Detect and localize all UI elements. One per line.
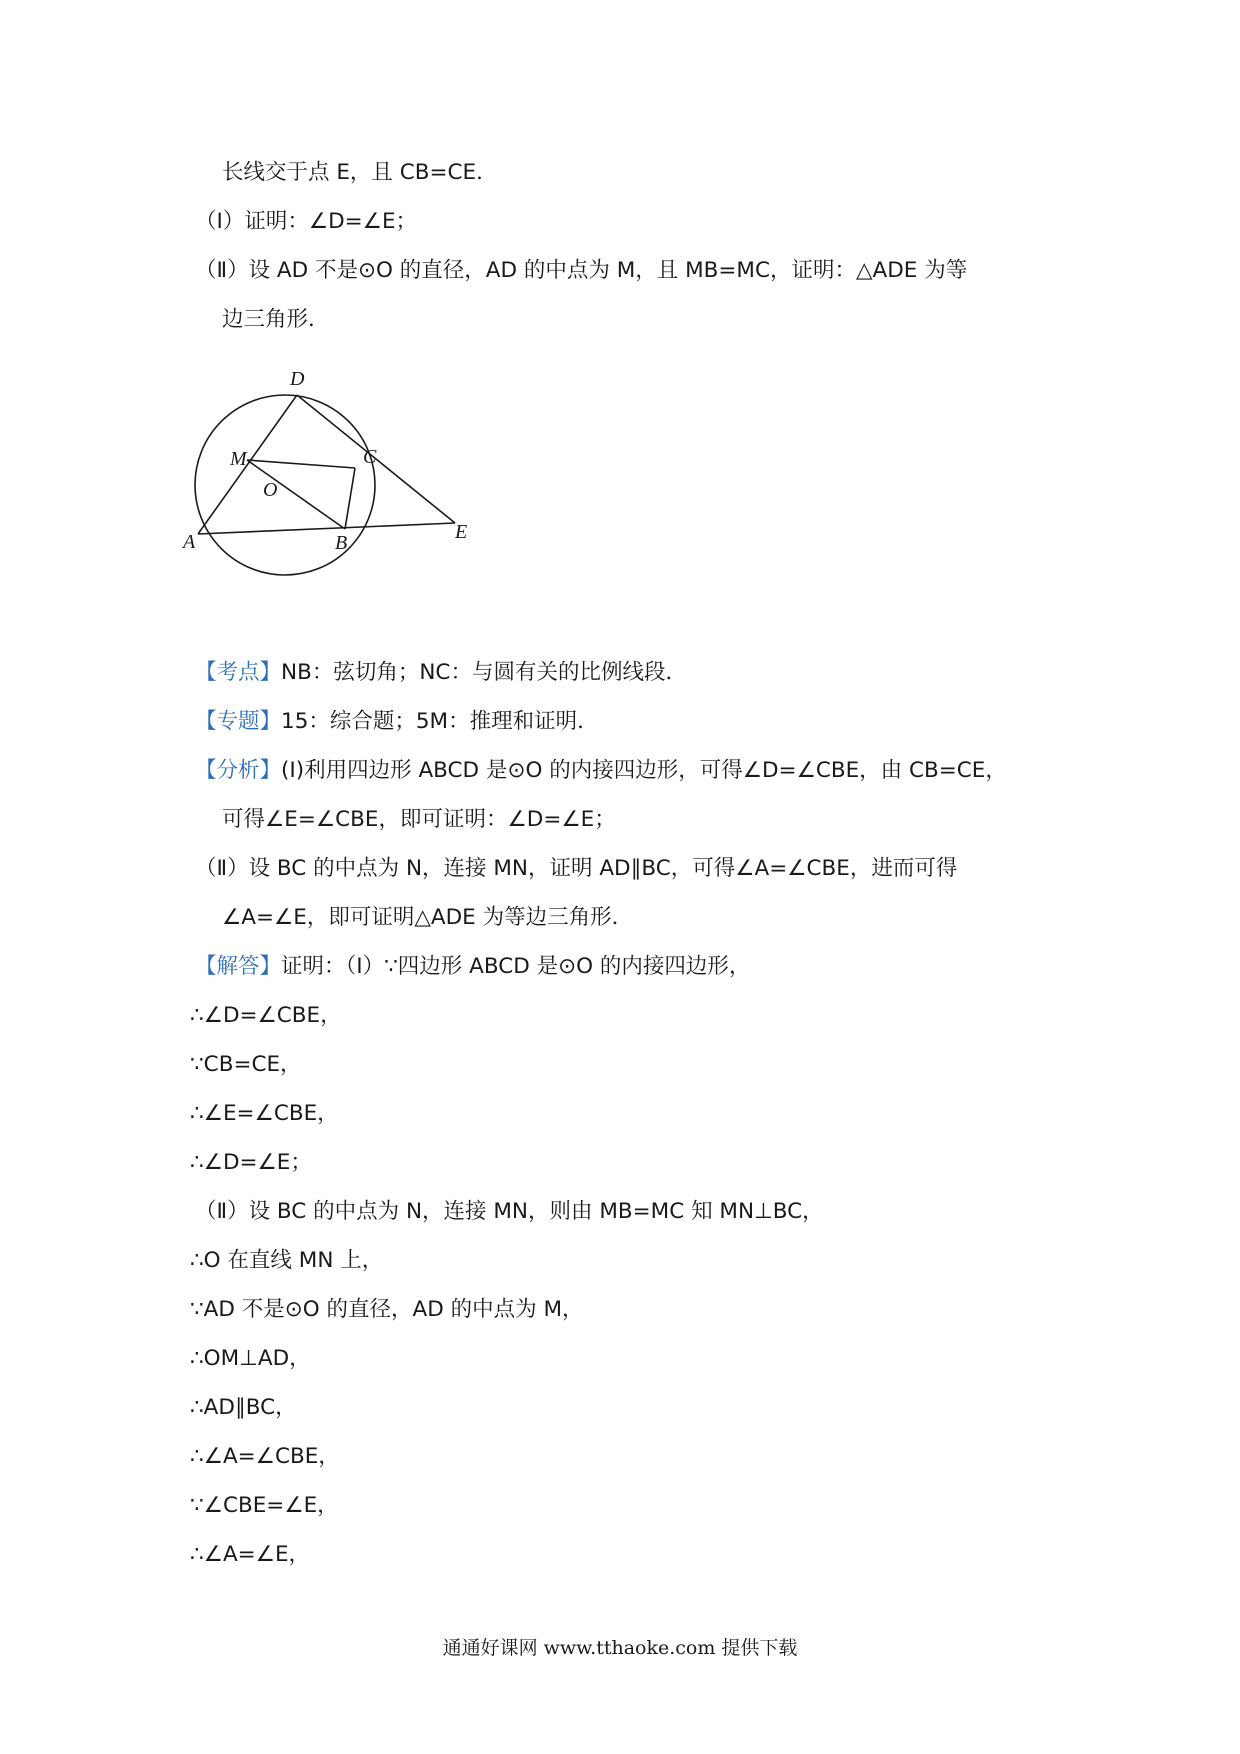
proof-step-6: ∴O 在直线 MN 上， xyxy=(190,1248,384,1273)
proof-step-9: ∴AD∥BC， xyxy=(190,1395,297,1420)
question-line-1: 长线交于点 E，且 CB=CE． xyxy=(222,160,498,185)
proof-step-12: ∴∠A=∠E， xyxy=(190,1542,311,1567)
label-e: E xyxy=(455,521,468,543)
segment-ae xyxy=(198,523,455,534)
segment-mc xyxy=(247,460,355,468)
zhuanti-text: 15：综合题；5M：推理和证明． xyxy=(281,709,599,734)
label-a: A xyxy=(183,531,196,553)
fenxi-line-3: （Ⅱ）设 BC 的中点为 N，连接 MN，证明 AD∥BC，可得∠A=∠CBE，进而可得 xyxy=(195,856,958,881)
proof-step-3: ∴∠E=∠CBE， xyxy=(190,1101,339,1126)
kaodian-line xyxy=(195,658,687,688)
question-line-2: （Ⅰ）证明：∠D=∠E； xyxy=(195,209,418,234)
proof-step-5: （Ⅱ）设 BC 的中点为 N，连接 MN，则由 MB=MC 知 MN⊥BC， xyxy=(195,1199,824,1224)
label-c: C xyxy=(363,446,377,468)
kaodian-tag: 【考点】 xyxy=(195,660,282,685)
page-footer: 通通好课网 www.tthaoke.com 提供下载 xyxy=(442,1637,798,1659)
kaodian-text: NB：弦切角；NC：与圆有关的比例线段． xyxy=(281,660,687,685)
proof-step-10: ∴∠A=∠CBE， xyxy=(190,1444,340,1469)
fenxi-line-2: 可得∠E=∠CBE，即可证明：∠D=∠E； xyxy=(222,807,616,832)
label-m: M xyxy=(230,448,247,470)
fenxi-text: (Ⅰ)利用四边形 ABCD 是⊙O 的内接四边形，可得∠D=∠CBE，由 CB=CE， xyxy=(281,758,1007,783)
fenxi-line-4: ∠A=∠E，即可证明△ADE 为等边三角形． xyxy=(222,905,634,930)
segment-ad xyxy=(198,395,297,534)
proof-step-1: ∴∠D=∠CBE， xyxy=(190,1003,342,1028)
question-line-4: 边三角形． xyxy=(222,307,330,332)
label-b: B xyxy=(335,532,348,554)
jieda-tag: 【解答】 xyxy=(195,954,282,979)
label-d: D xyxy=(290,368,305,390)
proof-step-8: ∴OM⊥AD， xyxy=(190,1346,311,1371)
question-line-3: （Ⅱ）设 AD 不是⊙O 的直径，AD 的中点为 M，且 MB=MC，证明：△ADE 为等 xyxy=(195,258,968,283)
circle-o xyxy=(195,395,375,575)
fenxi-tag: 【分析】 xyxy=(195,758,282,783)
segment-bc xyxy=(345,468,355,529)
fenxi-line xyxy=(195,756,1007,786)
zhuanti-tag: 【专题】 xyxy=(195,709,282,734)
proof-step-4: ∴∠D=∠E； xyxy=(190,1150,312,1175)
geometry-figure xyxy=(185,355,485,605)
jieda-line xyxy=(195,952,750,982)
jieda-text: 证明：（Ⅰ）∵四边形 ABCD 是⊙O 的内接四边形， xyxy=(281,954,751,979)
segment-mb xyxy=(247,460,345,529)
proof-step-7: ∵AD 不是⊙O 的直径，AD 的中点为 M， xyxy=(190,1297,584,1322)
proof-step-11: ∵∠CBE=∠E， xyxy=(190,1493,339,1518)
zhuanti-line xyxy=(195,707,599,737)
proof-step-2: ∵CB=CE， xyxy=(190,1052,302,1077)
label-o: O xyxy=(263,479,278,501)
